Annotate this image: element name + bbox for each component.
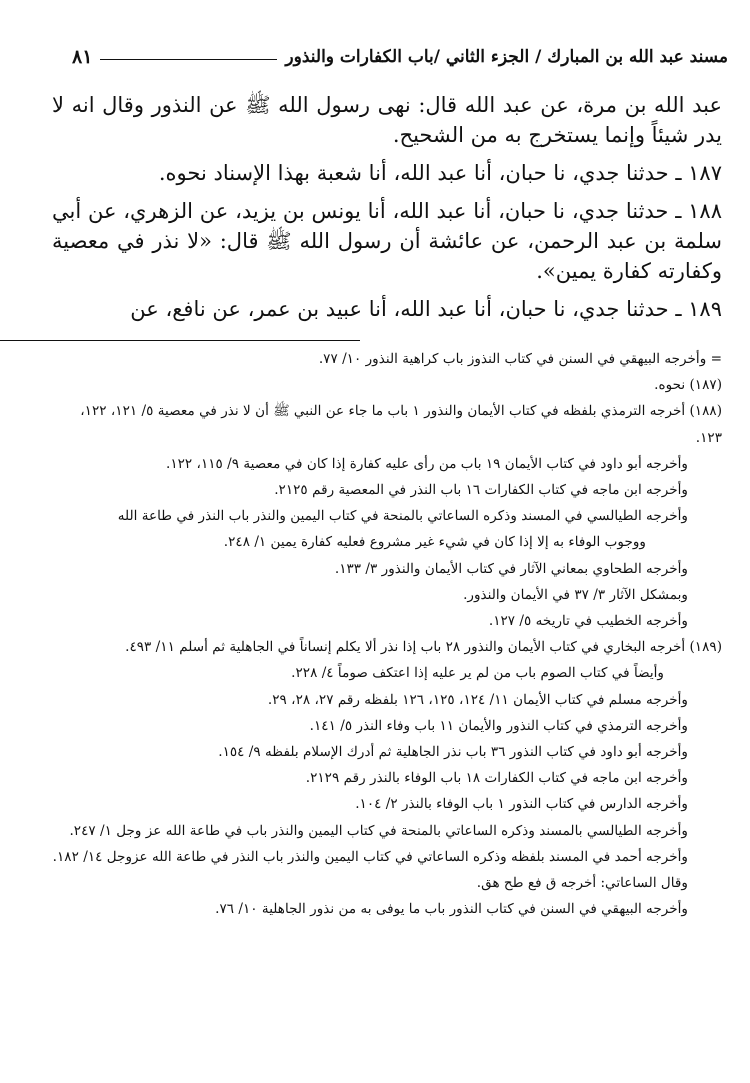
footnote: وبمشكل الآثار ٣/ ٣٧ في الأيمان والنذور.	[463, 586, 688, 603]
footnote: وأخرجه ابن ماجه في كتاب الكفارات ١٨ باب الوفاء بالنذر رقم ٢١٢٩.	[305, 770, 688, 787]
footnote: وأخرجه الخطيب في تاريخه ٥/ ١٢٧.	[488, 613, 688, 630]
footnote: (١٨٧) نحوه.	[654, 377, 722, 394]
footnote: (١٨٨) أخرجه الترمذي بلفظه في كتاب الأيمان والنذور ١ باب ما جاء عن النبي ﷺ أن لا نذر في معصية ٥/ ١٢١، ١٢٢، ١٢٣.	[80, 403, 722, 446]
hadith-189: ١٨٩ ـ حدثنا جدي، نا حبان، أنا عبد الله، أنا عبيد بن عمر، عن نافع، عن	[130, 297, 722, 321]
running-title: مسند عبد الله بن المبارك / الجزء الثاني /باب الكفارات والنذور	[285, 47, 728, 67]
footnote: (١٨٩) أخرجه البخاري في كتاب الأيمان والنذور ٢٨ باب إذا نذر ألا يكلم إنساناً في الجاهلية ثم أسلم ١١/ ٤٩٣.	[125, 639, 722, 656]
footnote: وأخرجه البيهقي في السنن في كتاب النذور باب ما يوفى به من نذور الجاهلية ١٠/ ٧٦.	[215, 901, 688, 918]
footnote: = وأخرجه البيهقي في السنن في كتاب النذوز باب كراهية النذور ١٠/ ٧٧.	[318, 351, 722, 367]
footnotes	[52, 346, 722, 922]
footnote: وأخرجه أحمد في المسند بلفظه وذكره الساعاتي في كتاب اليمين والنذر باب النذر في طاعة الله عزوجل ١٤/ ١٨٢.	[52, 848, 688, 865]
footnote: وأخرجه الترمذي في كتاب النذور والأيمان ١١ باب وفاء النذر ٥/ ١٤١.	[309, 717, 688, 734]
header-rule	[100, 59, 277, 60]
running-header	[72, 42, 728, 72]
footnote: وأخرجه مسلم في كتاب الأيمان ١١/ ١٢٤، ١٢٥، ١٢٦ بلفظه رقم ٢٧، ٢٨، ٢٩.	[267, 691, 688, 708]
footnote: وأخرجه أبو داود في كتاب النذور ٣٦ باب نذر الجاهلية ثم أدرك الإسلام بلفظه ٩/ ١٥٤.	[218, 744, 688, 761]
footnote: وأخرجه الدارس في كتاب النذور ١ باب الوفاء بالنذر ٢/ ١٠٤.	[355, 796, 688, 813]
footnote: وأخرجه ابن ماجه في كتاب الكفارات ١٦ باب النذر في المعصية رقم ٢١٢٥.	[274, 482, 688, 499]
footnote: وأخرجه الطيالسي بالمسند وذكره الساعاتي بالمنحة في كتاب اليمين والنذر باب في طاعة الله عز وجل ١/ ٢٤٧.	[69, 822, 688, 839]
footnote-separator	[0, 340, 360, 341]
footnote: وأيضاً في كتاب الصوم باب من لم ير عليه إذا اعتكف صوماً ٤/ ٢٢٨.	[291, 665, 664, 682]
footnote: وأخرجه أبو داود في كتاب الأيمان ١٩ باب من رأى عليه كفارة إذا كان في معصية ٩/ ١١٥، ١٢٢.	[165, 455, 688, 472]
hadith-188: ١٨٨ ـ حدثنا جدي، نا حبان، أنا عبد الله، أنا يونس بن يزيد، عن الزهري، عن أبي سلمة بن عبد الرحمن، عن عائشة أن رسول الله ﷺ قال: «لا نذر في معصية وكفارته كفارة يمين».	[52, 199, 722, 283]
footnote: وأخرجه الطيالسي في المسند وذكره الساعاتي بالمنحة في كتاب اليمين والنذر باب النذر في طاعة الله	[117, 508, 688, 525]
main-text	[52, 90, 722, 332]
page-number: ٨١	[72, 46, 93, 68]
footnote: وأخرجه الطحاوي بمعاني الآثار في كتاب الأيمان والنذور ٣/ ١٣٣.	[334, 560, 688, 577]
main-paragraph: عبد الله بن مرة، عن عبد الله قال: نهى رسول الله ﷺ عن النذور وقال انه لا يدر شيئاً وإنما يستخرج به من الشحيح.	[52, 93, 722, 147]
footnote: ووجوب الوفاء به إلا إذا كان في شيء غير مشروع فعليه كفارة يمين ١/ ٢٤٨.	[223, 534, 646, 551]
hadith-187: ١٨٧ ـ حدثنا جدي، نا حبان، أنا عبد الله، أنا شعبة بهذا الإسناد نحوه.	[158, 161, 722, 185]
footnote: وقال الساعاتي: أخرجه ق فع طح هق.	[476, 875, 688, 892]
